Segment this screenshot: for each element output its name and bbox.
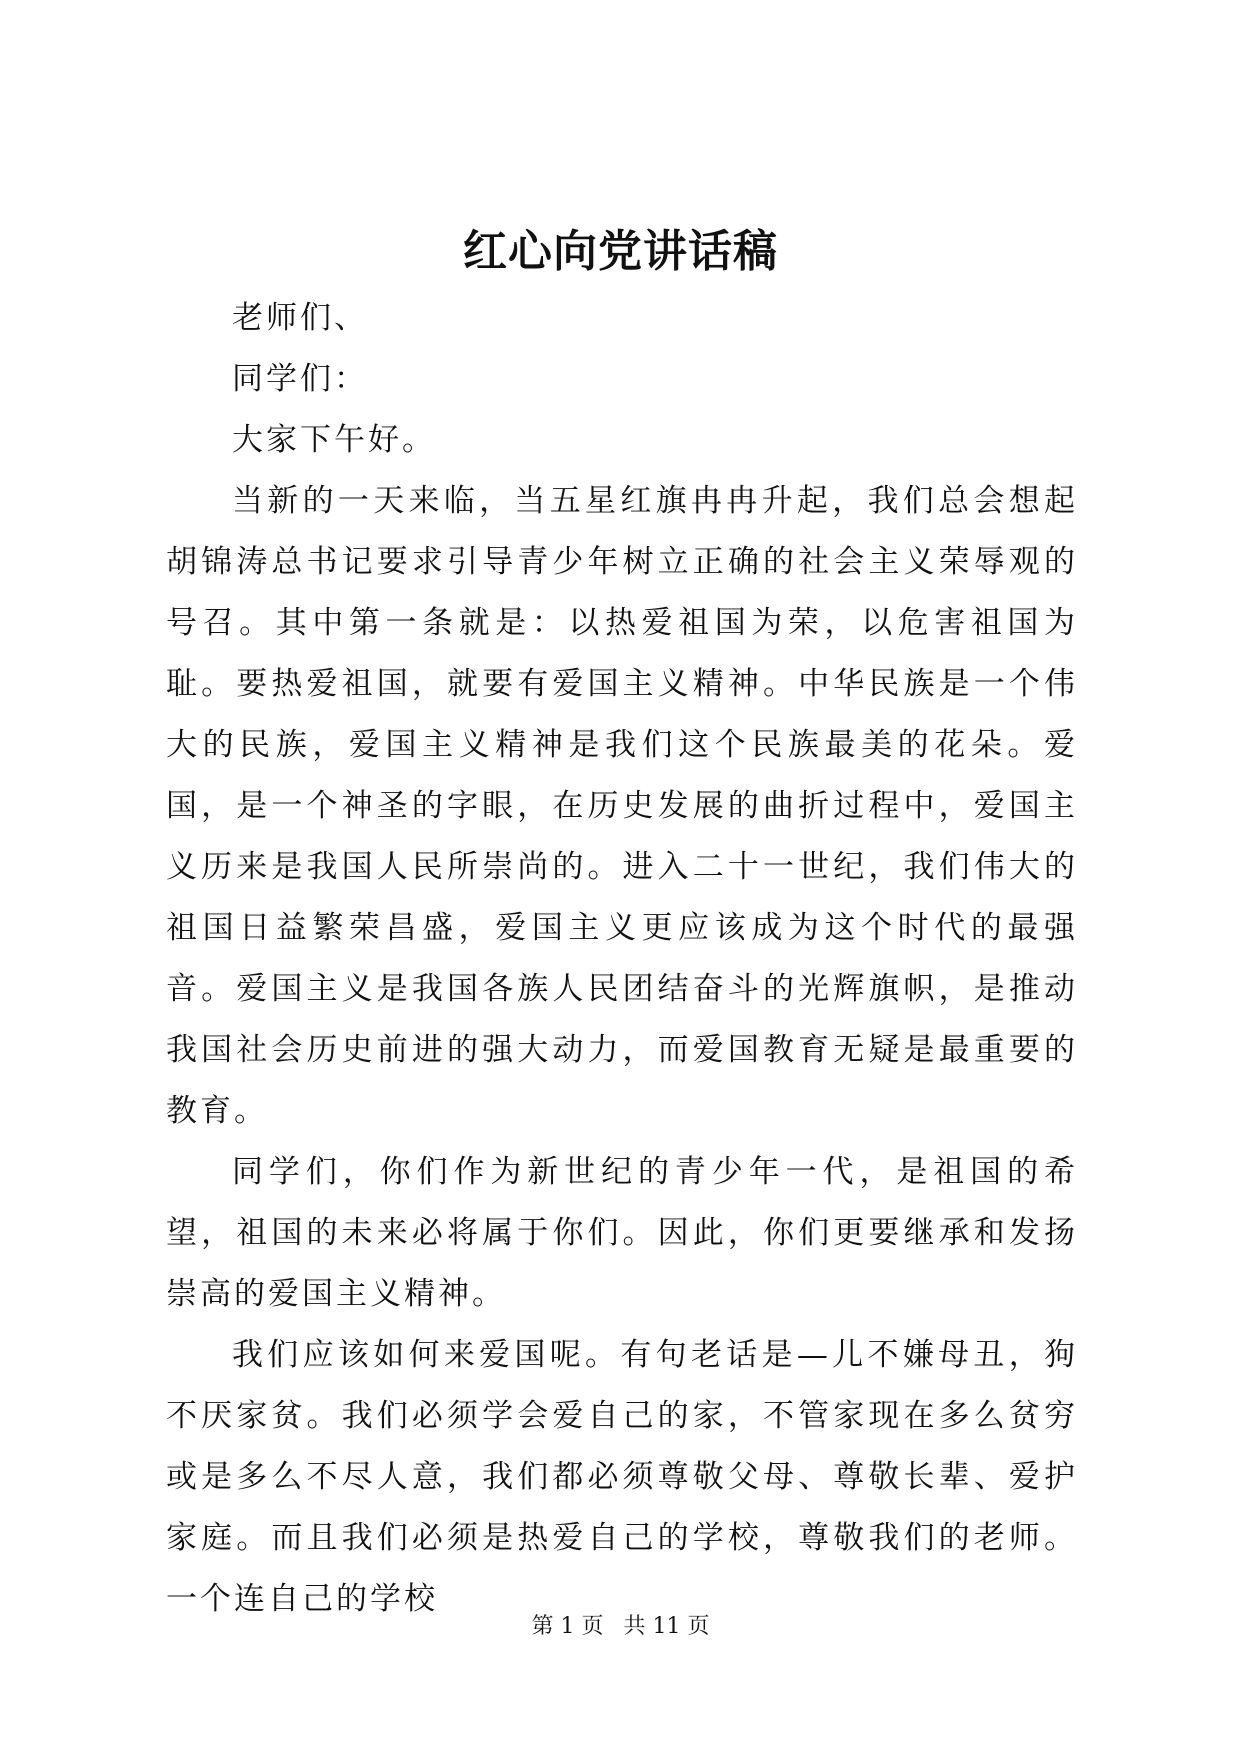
paragraph-how-to-love: 我们应该如何来爱国呢。有句老话是—儿不嫌母丑，狗不厌家贫。我们必须学会爱自己的家，不管家现在多么贫穷或是多么不尽人意，我们都必须尊敬父母、尊敬长辈、爱护家庭。而且我们必须是热爱自己的学校，尊敬我们的老师。一个连自己的学校 <box>166 1337 1078 1617</box>
salutation-students: 同学们： <box>232 361 368 397</box>
document-title: 红心向党讲话稿 <box>463 226 778 277</box>
document-body <box>166 288 1078 1630</box>
paragraph-youth: 同学们，你们作为新世纪的青少年一代，是祖国的希望，祖国的未来必将属于你们。因此，你们更要继承和发扬崇高的爱国主义精神。 <box>166 1154 1078 1312</box>
page-total: 共 11 页 <box>623 1614 710 1639</box>
page-footer <box>0 1612 1241 1642</box>
paragraph-patriotism: 当新的一天来临，当五星红旗冉冉升起，我们总会想起胡锦涛总书记要求引导青少年树立正确的社会主义荣辱观的号召。其中第一条就是：以热爱祖国为荣，以危害祖国为耻。要热爱祖国，就要有爱国主义精神。中华民族是一个伟大的民族，爱国主义精神是我们这个民族最美的花朵。爱国，是一个神圣的字眼，在历史发展的曲折过程中，爱国主义历来是我国人民所崇尚的。进入二十一世纪，我们伟大的祖国日益繁荣昌盛，爱国主义更应该成为这个时代的最强音。爱国主义是我国各族人民团结奋斗的光辉旗帜，是推动我国社会历史前进的强大动力，而爱国教育无疑是最重要的教育。 <box>166 483 1078 1129</box>
salutation-teachers: 老师们、 <box>232 300 368 336</box>
greeting: 大家下午好。 <box>232 422 436 458</box>
page-number: 第 1 页 <box>531 1614 604 1639</box>
